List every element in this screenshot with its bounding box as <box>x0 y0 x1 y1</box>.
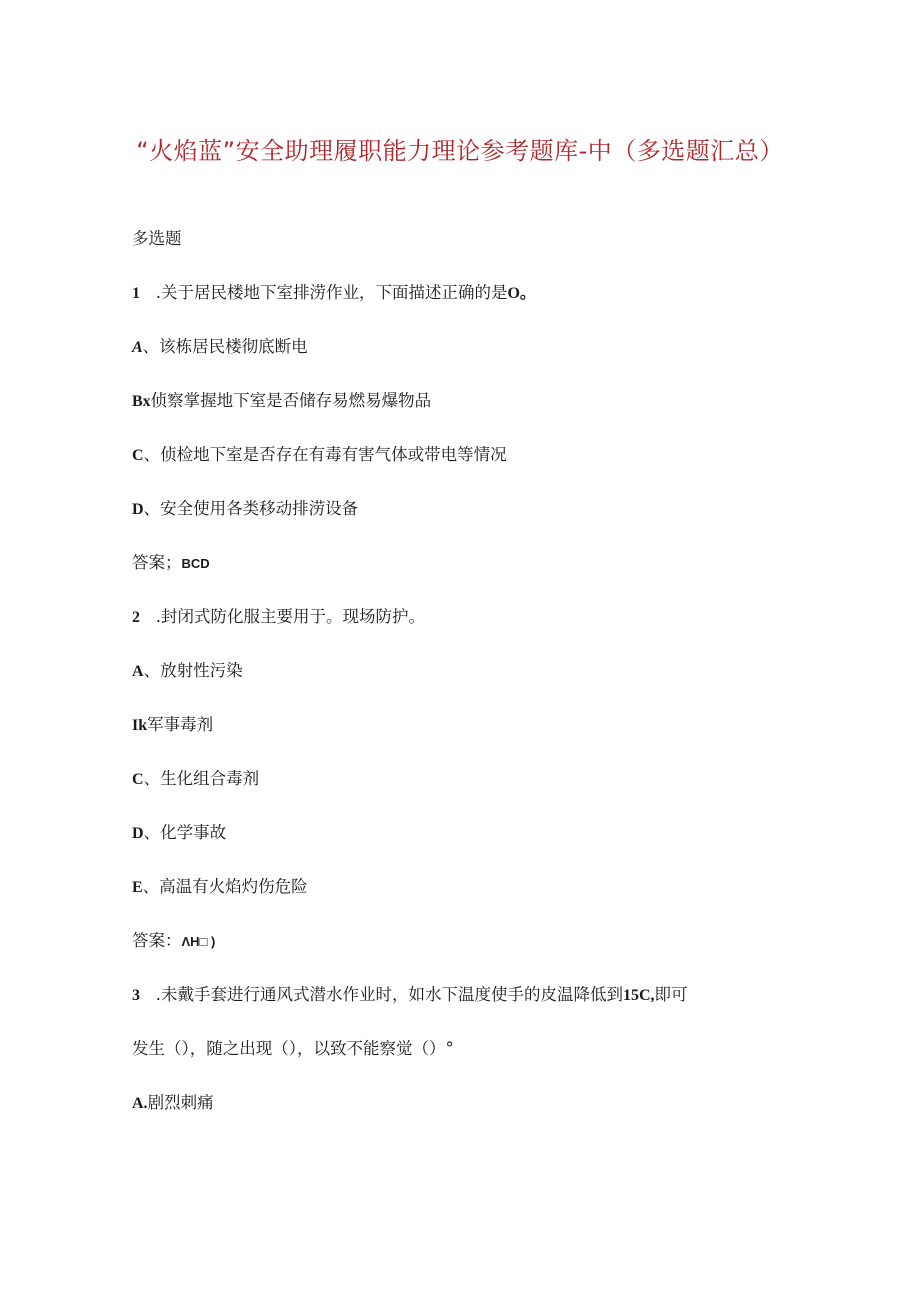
answer-label: 答案； <box>132 553 182 572</box>
option-b <box>132 713 213 738</box>
answer-1 <box>132 551 210 576</box>
answer-value: BCD <box>181 556 210 571</box>
option-marker: D <box>132 825 144 842</box>
option-marker: C <box>132 771 144 788</box>
question-text-tail: O。 <box>507 285 536 302</box>
option-marker: E <box>132 879 143 896</box>
question-text: .未戴手套进行通风式潜水作业时，如水下温度使手的皮温降低到 <box>140 985 623 1004</box>
document-title: “火焰蓝”安全助理履职能力理论参考题库-中（多选题汇总） <box>136 137 784 165</box>
answer-2 <box>132 929 215 954</box>
option-marker: Bx <box>132 393 151 410</box>
option-text: 、该栋居民楼彻底断电 <box>142 337 308 356</box>
option-c <box>132 767 259 792</box>
option-a <box>132 335 308 360</box>
question-number: 3 <box>132 987 140 1004</box>
option-marker: A <box>132 663 144 680</box>
option-text: 剧烈刺痛 <box>147 1093 214 1112</box>
option-marker: D <box>132 501 144 518</box>
option-text: 、侦检地下室是否存在有毒有害气体或带电等情况 <box>143 445 507 464</box>
option-text: 、高温有火焰灼伤危险 <box>142 877 308 896</box>
question-number: 1 <box>132 285 140 302</box>
option-marker: A. <box>132 1095 148 1112</box>
option-marker: C <box>132 447 144 464</box>
option-text: 、化学事故 <box>143 823 227 842</box>
answer-label: 答案： <box>132 931 182 950</box>
option-text: 、放射性污染 <box>143 661 243 680</box>
option-d <box>132 821 226 846</box>
option-text: 军事毒剂 <box>147 715 214 734</box>
option-c <box>132 443 507 468</box>
option-text: 、安全使用各类移动排涝设备 <box>143 499 359 518</box>
question-text-tail: 即可 <box>654 985 688 1004</box>
question-3-stem <box>132 983 688 1008</box>
question-3-stem-line-2: 发生（），随之出现（），以致不能察觉（）° <box>132 1039 454 1058</box>
option-a <box>132 1091 214 1116</box>
option-marker: Ik <box>132 717 148 734</box>
option-e <box>132 875 308 900</box>
question-text-temperature: 15C, <box>622 987 655 1004</box>
question-2-stem <box>132 605 425 630</box>
question-text: .关于居民楼地下室排涝作业，下面描述正确的是 <box>140 283 508 302</box>
question-text: .封闭式防化服主要用于。现场防护。 <box>140 607 425 626</box>
option-a <box>132 659 243 684</box>
option-marker: A <box>132 339 143 356</box>
section-heading: 多选题 <box>132 229 182 248</box>
option-text: 、生化组合毒剂 <box>143 769 260 788</box>
option-b <box>132 389 431 414</box>
option-d <box>132 497 358 522</box>
question-number: 2 <box>132 609 140 626</box>
question-1-stem <box>132 281 536 306</box>
option-text: 侦察掌握地下室是否储存易燃易爆物品 <box>150 391 432 410</box>
answer-value: ΛH□ ) <box>181 934 216 949</box>
